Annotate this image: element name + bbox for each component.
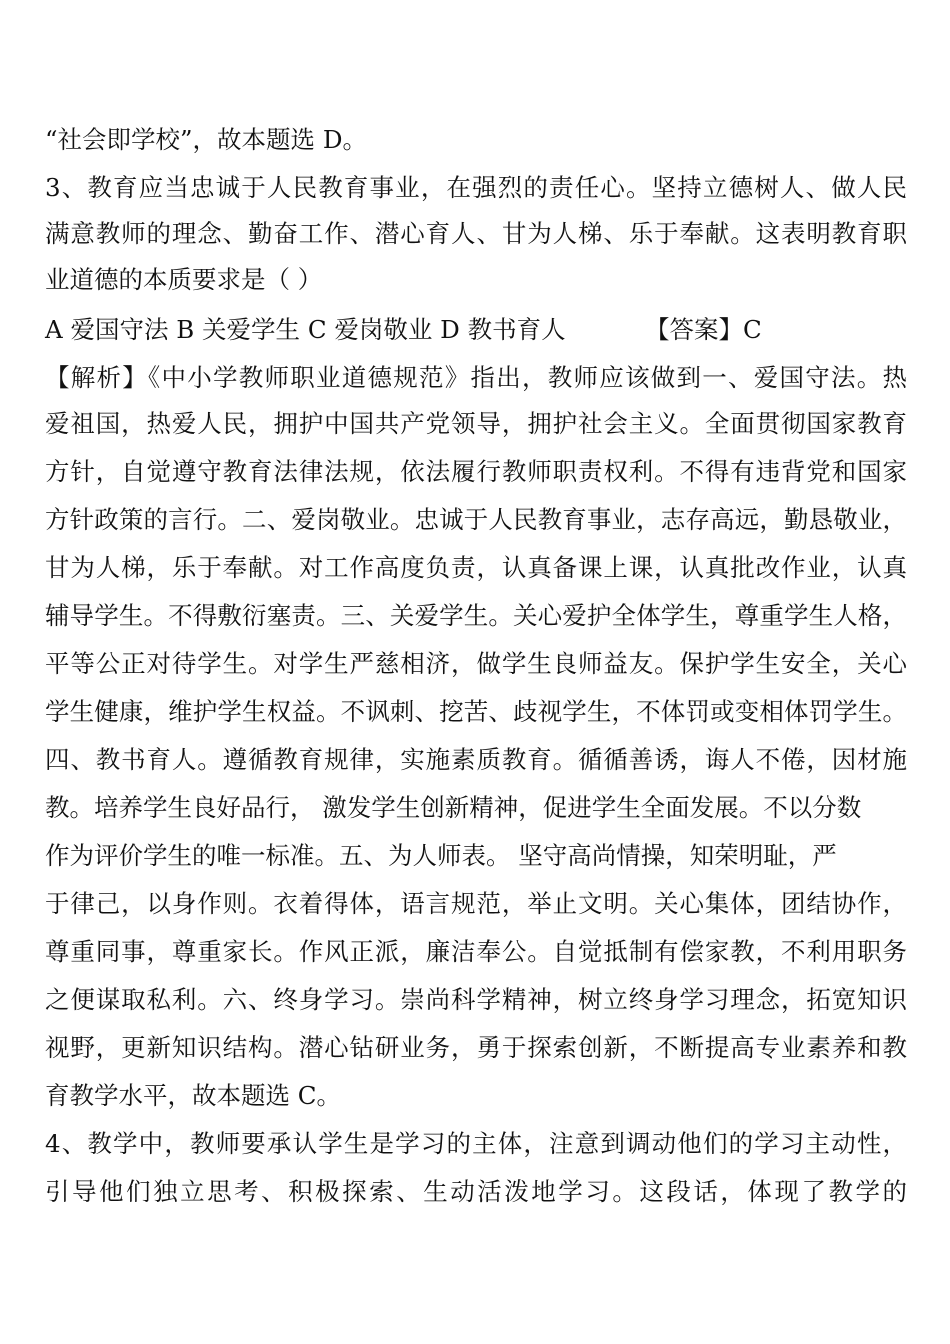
q3-stem-line-1: 3、教育应当忠诚于人民教育事业，在强烈的责任心。坚持立德树人、做人民: [45, 173, 907, 202]
q3-analysis-line-12: 于律己，以身作则。衣着得体，语言规范，举止文明。关心集体，团结协作，: [45, 889, 907, 918]
q3-options-row: [45, 312, 907, 348]
q3-analysis-line-11: 作为评价学生的唯一标准。五、为人师表。 坚守高尚情操，知荣明耻，严: [45, 841, 837, 870]
q3-analysis-line-1: 【解析】《中小学教师职业道德规范》指出，教师应该做到一、爱国守法。热: [45, 363, 907, 392]
q3-analysis-line-3: 方针，自觉遵守教育法律法规，依法履行教师职责权利。不得有违背党和国家: [45, 457, 907, 486]
q3-answer: 【答案】C: [645, 315, 762, 344]
q3-analysis-line-7: 平等公正对待学生。对学生严慈相济，做学生良师益友。保护学生安全，关心: [45, 649, 907, 678]
q3-analysis-line-4: 方针政策的言行。二、爱岗敬业。忠诚于人民教育事业，志存高远，勤恳敬业，: [45, 505, 907, 534]
q2-conclusion: “社会即学校”，故本题选 D。: [45, 125, 367, 154]
q3-analysis-line-13: 尊重同事，尊重家长。作风正派，廉洁奉公。自觉抵制有偿家教，不利用职务: [45, 937, 907, 966]
q3-analysis-line-8: 学生健康，维护学生权益。不讽刺、挖苦、歧视学生，不体罚或变相体罚学生。: [45, 697, 907, 726]
q3-analysis-line-5: 甘为人梯，乐于奉献。对工作高度负责，认真备课上课，认真批改作业，认真: [45, 553, 907, 582]
q3-analysis-line-6: 辅导学生。不得敷衍塞责。三、关爱学生。关心爱护全体学生，尊重学生人格，: [45, 601, 907, 630]
q3-analysis-line-14: 之便谋取私利。六、终身学习。崇尚科学精神，树立终身学习理念，拓宽知识: [45, 985, 907, 1014]
q3-analysis-line-9: 四、教书育人。遵循教育规律，实施素质教育。循循善诱，诲人不倦，因材施: [45, 745, 907, 774]
q4-stem-line-2: 引导他们独立思考、积极探索、生动活泼地学习。这段话，体现了教学的: [45, 1177, 907, 1206]
q3-options: A 爱国守法 B 关爱学生 C 爱岗敬业 D 教书育人: [45, 315, 566, 344]
q4-stem-line-1: 4、教学中，教师要承认学生是学习的主体，注意到调动他们的学习主动性，: [45, 1129, 907, 1158]
q3-analysis-line-2: 爱祖国，热爱人民，拥护中国共产党领导，拥护社会主义。全面贯彻国家教育: [45, 409, 907, 438]
q3-stem-line-3: 业道德的本质要求是（ ）: [45, 265, 323, 294]
q3-analysis-line-15: 视野，更新知识结构。潜心钻研业务，勇于探索创新，不断提高专业素养和教: [45, 1033, 907, 1062]
q3-analysis-line-10: 教。培养学生良好品行， 激发学生创新精神，促进学生全面发展。不以分数: [45, 793, 862, 822]
q3-stem-line-2: 满意教师的理念、勤奋工作、潜心育人、甘为人梯、乐于奉献。这表明教育职: [45, 219, 907, 248]
q3-analysis-line-16: 育教学水平，故本题选 C。: [45, 1081, 342, 1110]
